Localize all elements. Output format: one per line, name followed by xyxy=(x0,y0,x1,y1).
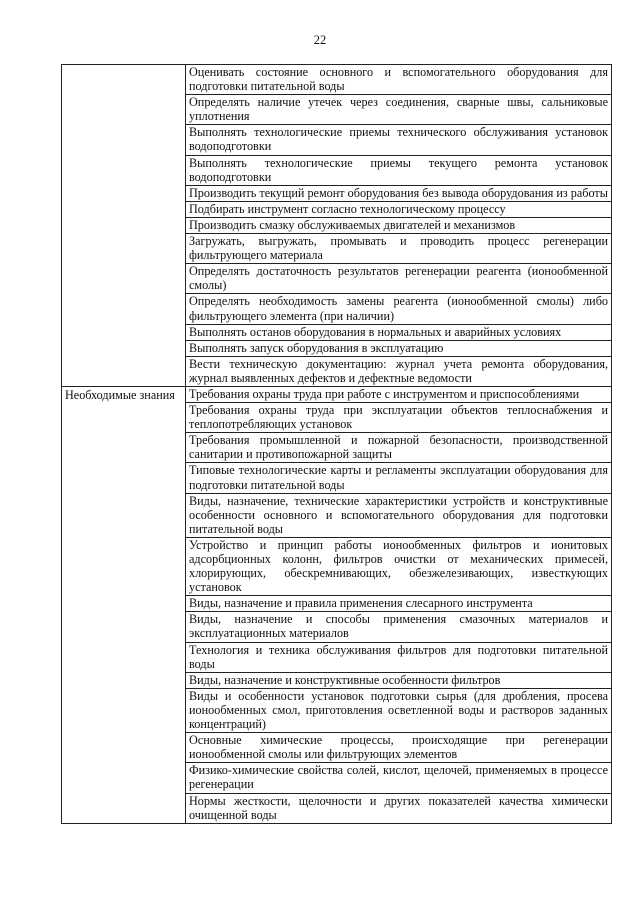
requirement-item: Виды, назначение и правила применения слесарного инструмента xyxy=(186,596,612,612)
requirement-item: Виды, назначение и конструктивные особенности фильтров xyxy=(186,672,612,688)
requirement-item: Выполнять технологические приемы технического обслуживания установок водоподготовки xyxy=(186,125,612,155)
requirement-item: Определять необходимость замены реагента (ионообменной смолы) либо фильтрующего элемента (при наличии) xyxy=(186,294,612,324)
requirement-item: Требования охраны труда при работе с инструментом и приспособлениями xyxy=(186,386,612,402)
requirement-item: Виды и особенности установок подготовки сырья (для дробления, просева ионообменных смол, приготовления осветленной воды и растворов заданных концентраций) xyxy=(186,688,612,732)
requirement-item: Выполнять технологические приемы текущего ремонта установок водоподготовки xyxy=(186,155,612,185)
requirement-item: Типовые технологические карты и регламенты эксплуатации оборудования для подготовки питательной воды xyxy=(186,463,612,493)
requirement-item: Определять наличие утечек через соединения, сварные швы, сальниковые уплотнения xyxy=(186,95,612,125)
requirement-item: Основные химические процессы, происходящие при регенерации ионообменной смолы или фильтрующих элементов xyxy=(186,733,612,763)
requirement-item: Требования охраны труда при эксплуатации объектов теплоснабжения и теплопотребляющих установок xyxy=(186,403,612,433)
requirements-table-body xyxy=(62,65,612,824)
requirement-item: Выполнять запуск оборудования в эксплуатацию xyxy=(186,340,612,356)
requirement-item: Загружать, выгружать, промывать и проводить процесс регенерации фильтрующего материала xyxy=(186,234,612,264)
page-number: 22 xyxy=(313,33,327,47)
requirement-item: Подбирать инструмент согласно технологическому процессу xyxy=(186,201,612,217)
requirement-item: Оценивать состояние основного и вспомогательного оборудования для подготовки питательной воды xyxy=(186,65,612,95)
requirement-item: Устройство и принцип работы ионообменных фильтров и ионитовых адсорбционных колонн, фильтров очистки от механических примесей, хлорирующих, обескремнивающих, обезжелезивающих, известкующих установок xyxy=(186,537,612,595)
requirement-item: Виды, назначение и способы применения смазочных материалов и эксплуатационных материалов xyxy=(186,612,612,642)
requirement-item: Вести техническую документацию: журнал учета ремонта оборудования, журнал выявленных дефектов и дефектные ведомости xyxy=(186,356,612,386)
section-label-cell xyxy=(62,65,186,387)
requirement-item: Производить смазку обслуживаемых двигателей и механизмов xyxy=(186,217,612,233)
section-label: Необходимые знания xyxy=(65,387,175,402)
table-row xyxy=(62,65,612,95)
requirements-table xyxy=(61,64,612,824)
requirement-item: Производить текущий ремонт оборудования без вывода оборудования из работы xyxy=(186,185,612,201)
requirement-item: Нормы жесткости, щелочности и других показателей качества химически очищенной воды xyxy=(186,793,612,823)
requirement-item: Определять достаточность результатов регенерации реагента (ионообменной смолы) xyxy=(186,264,612,294)
requirement-item: Требования промышленной и пожарной безопасности, производственной санитарии и противопожарной защиты xyxy=(186,433,612,463)
section-label-cell xyxy=(62,386,186,823)
requirement-item: Виды, назначение, технические характеристики устройств и конструктивные особенности основного и вспомогательного оборудования для подготовки питательной воды xyxy=(186,493,612,537)
requirement-item: Выполнять останов оборудования в нормальных и аварийных условиях xyxy=(186,324,612,340)
table-row xyxy=(62,386,612,402)
requirement-item: Технология и техника обслуживания фильтров для подготовки питательной воды xyxy=(186,642,612,672)
requirement-item: Физико-химические свойства солей, кислот, щелочей, применяемых в процессе регенерации xyxy=(186,763,612,793)
